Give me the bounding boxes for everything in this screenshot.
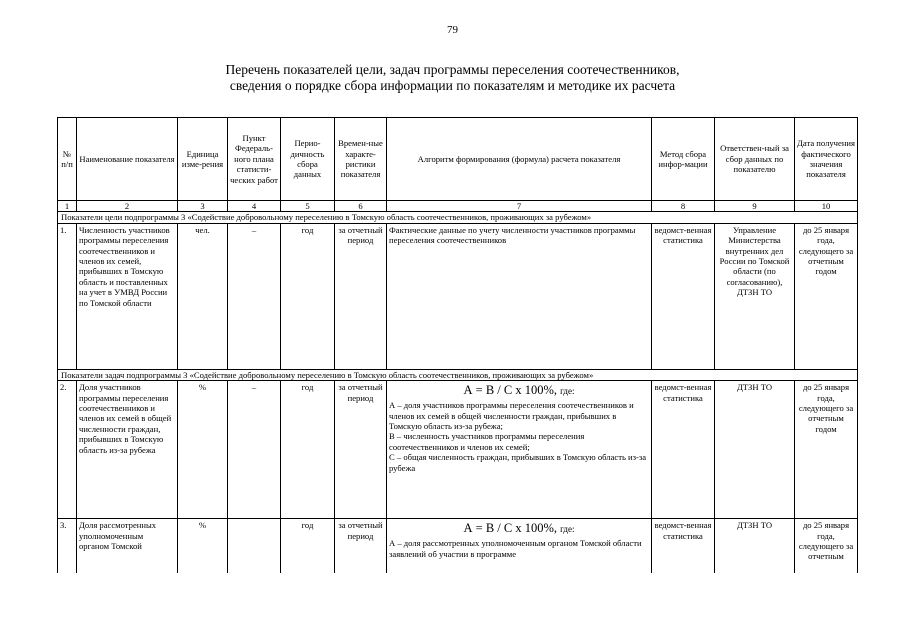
header-cell: Алгоритм формирования (формула) расчета показателя: [387, 118, 652, 201]
section-row-tasks: [58, 369, 858, 380]
algorithm-cell: Фактические данные по учету численности участников программы переселения соотечественников: [387, 223, 652, 369]
header-cell: Ответствен-ный за сбор данных по показателю: [715, 118, 795, 201]
period-cell: год: [281, 519, 335, 573]
column-number: 7: [387, 201, 652, 212]
row-number: 3.: [58, 519, 77, 573]
algorithm-cell: [387, 381, 652, 519]
column-number: 5: [281, 201, 335, 212]
column-number: 1: [58, 201, 77, 212]
section-title: Показатели задач подпрограммы 3 «Содействие добровольному переселению в Томскую область соотечественников, проживающих за рубежом»: [58, 369, 858, 380]
page-number: 79: [447, 24, 458, 36]
header-cell: № п/п: [58, 118, 77, 201]
section-title: Показатели цели подпрограммы 3 «Содействие добровольному переселению в Томскую область соотечественников, проживающих за рубежом»: [58, 212, 858, 223]
method-cell: ведомст-венная статистика: [652, 381, 715, 519]
header-cell: Дата получения фактического значения показателя: [795, 118, 858, 201]
formula-definition-a: А – доля участников программы переселения соотечественников и членов их семей в общей численности граждан, прибывших в Томскую область из-за рубежа;: [389, 400, 634, 432]
table-row: [58, 381, 858, 519]
column-number: 10: [795, 201, 858, 212]
time-cell: за отчетный период: [335, 223, 387, 369]
title-line-1: Перечень показателей цели, задач программы переселения соотечественников,: [225, 62, 680, 77]
unit-cell: чел.: [178, 223, 228, 369]
header-cell: Наименование показателя: [77, 118, 178, 201]
document-title: [0, 62, 905, 94]
header-cell: Перио-дичность сбора данных: [281, 118, 335, 201]
period-cell: год: [281, 381, 335, 519]
formula: А = В / С х 100%, где:: [463, 383, 575, 398]
unit-cell: %: [178, 519, 228, 573]
responsible-cell: Управление Министерства внутренних дел России по Томской области (по согласованию), ДТЗН ТО: [715, 223, 795, 369]
header-cell: Пункт Федераль-ного плана статисти-ческих работ: [228, 118, 281, 201]
responsible-cell: ДТЗН ТО: [715, 381, 795, 519]
formula-definition-a: А – доля рассмотренных уполномоченным органом Томской области заявлений об участии в программе: [389, 538, 642, 559]
formula-definition-b: В – численность участников программы переселения соотечественников и членов их семей;: [389, 431, 585, 452]
header-cell: Единица изме-рения: [178, 118, 228, 201]
plan-cell: –: [228, 223, 281, 369]
formula-definition-c: С – общая численность граждан, прибывших в Томскую область из-за рубежа: [389, 452, 647, 473]
indicators-table: [57, 117, 858, 573]
indicator-name: Численность участников программы переселения соотечественников и членов их семей, прибывших в Томскую область и поставленных на учет в УМВД России по Томской области: [77, 223, 178, 369]
column-number: 9: [715, 201, 795, 212]
header-cell: Метод сбора инфор-мации: [652, 118, 715, 201]
plan-cell: [228, 519, 281, 573]
unit-cell: %: [178, 381, 228, 519]
indicator-name: Доля рассмотренных уполномоченным органом Томской: [77, 519, 178, 573]
column-number: 6: [335, 201, 387, 212]
column-number: 8: [652, 201, 715, 212]
time-cell: за отчетный период: [335, 381, 387, 519]
time-cell: за отчетный период: [335, 519, 387, 573]
date-cell: до 25 января года, следующего за отчетным годом: [795, 223, 858, 369]
algorithm-cell: [387, 519, 652, 573]
table-row: [58, 223, 858, 369]
date-cell: до 25 января года, следующего за отчетным: [795, 519, 858, 573]
column-number: 3: [178, 201, 228, 212]
responsible-cell: ДТЗН ТО: [715, 519, 795, 573]
row-number: 1.: [58, 223, 77, 369]
column-number-row: [58, 201, 858, 212]
row-number: 2.: [58, 381, 77, 519]
method-cell: ведомст-венная статистика: [652, 519, 715, 573]
plan-cell: –: [228, 381, 281, 519]
column-number: 2: [77, 201, 178, 212]
section-row-goal: [58, 212, 858, 223]
table-row: [58, 519, 858, 573]
method-cell: ведомст-венная статистика: [652, 223, 715, 369]
indicator-name: Доля участников программы переселения соотечественников и членов их семей в общей численности граждан, прибывших в Томскую область из-за рубежа: [77, 381, 178, 519]
period-cell: год: [281, 223, 335, 369]
header-cell: Времен-ные характе-ристики показателя: [335, 118, 387, 201]
column-number: 4: [228, 201, 281, 212]
date-cell: до 25 января года, следующего за отчетным годом: [795, 381, 858, 519]
title-line-2: сведения о порядке сбора информации по показателям и методике их расчета: [229, 78, 676, 93]
table-header-row: [58, 118, 858, 201]
formula: А = В / С х 100%, где:: [463, 521, 575, 536]
